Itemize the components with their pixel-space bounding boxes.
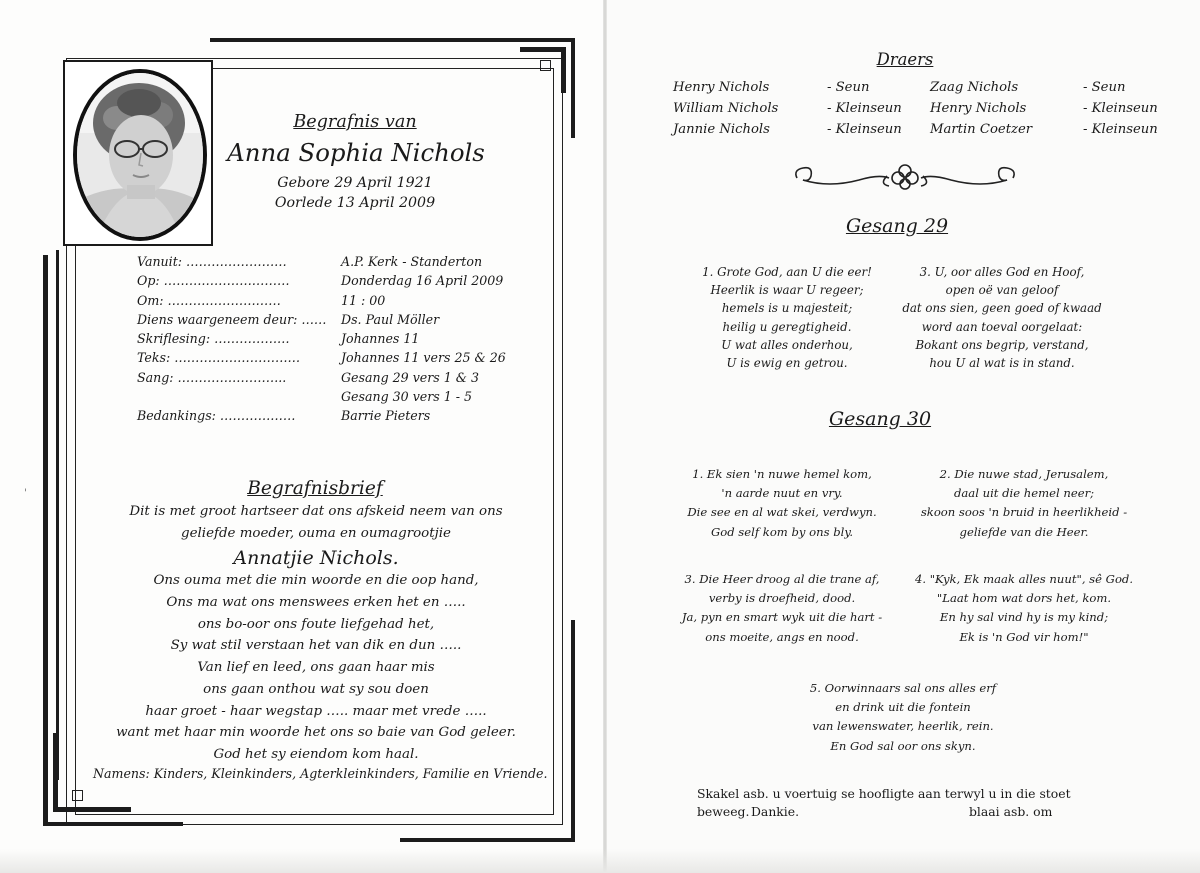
frame-ornament (43, 255, 48, 825)
frame-ornament (571, 38, 575, 138)
verse-line: En hy sal vind hy is my kind; (939, 610, 1109, 625)
detail-label: Diens waargeneem deur: …… (137, 311, 327, 327)
frame-ornament (520, 47, 566, 52)
verse-line: heilig u geregtigheid. (722, 319, 852, 334)
detail-label: Skriflesing: ……………… (137, 331, 290, 347)
letter-line: haar groet - haar wegstap ….. maar met vrede ….. (145, 703, 487, 719)
detail-row (137, 312, 517, 331)
detail-value: Johannes 11 (341, 331, 420, 347)
pallbearer-relation: - Seun (827, 80, 870, 95)
verse-line: open oë van geloof (945, 283, 1059, 298)
pallbearer-name: Martin Coetzer (930, 122, 1033, 137)
hymn-30-verse-2 (904, 465, 1144, 542)
frame-ornament (571, 620, 575, 840)
pallbearers-table (673, 77, 1158, 140)
detail-label: Op: ………………………… (137, 273, 290, 289)
verse-line: hemels is u majesteit; (721, 301, 853, 316)
hymn-30-verse-5 (788, 679, 1018, 756)
frame-ornament (540, 60, 551, 71)
right-page (607, 0, 1200, 873)
verse-line: U is ewig en getrou. (726, 356, 848, 371)
footer-dankie: Dankie. (751, 804, 800, 819)
verse-line: 'n aarde nuut en vry. (721, 486, 843, 501)
detail-label: Bedankings: ……………… (137, 408, 296, 424)
verse-line: dat ons sien, geen goed of kwaad (902, 301, 1102, 316)
frame-ornament (561, 47, 566, 93)
pallbearer-name: Jannie Nichols (673, 122, 770, 137)
verse-line: word aan toeval oorgelaat: (921, 319, 1083, 334)
letter-title: Begrafnisbrief (247, 478, 383, 499)
detail-row (137, 331, 517, 350)
verse-line: skoon soos 'n bruid in heerlikheid - (920, 505, 1128, 520)
detail-row (137, 408, 517, 427)
verse-line: Ek is 'n God vir hom!" (959, 629, 1089, 644)
detail-row (137, 350, 517, 369)
letter-line: want met haar min woorde het ons so baie van God geleer. (116, 725, 516, 741)
detail-label: Sang: …………………….. (137, 369, 287, 385)
detail-value: Ds. Paul Möller (341, 311, 440, 327)
portrait-photo (73, 69, 207, 241)
verse-line: 4. "Kyk, Ek maak alles nuut", sê God. (914, 572, 1134, 586)
verse-line: 5. Oorwinnaars sal ons alles erf (809, 681, 997, 695)
death-date: Oorlede 13 April 2009 (274, 195, 436, 211)
verse-line: daal uit die hemel neer; (953, 486, 1095, 501)
verse-line: ons moeite, angs en nood. (705, 629, 859, 644)
hymn-29-verse-3 (902, 263, 1102, 372)
pallbearers-title: Draers (876, 50, 934, 69)
detail-value: 11 : 00 (341, 292, 386, 308)
detail-value: Johannes 11 vers 25 & 26 (341, 350, 506, 366)
hymn-30-verse-3 (672, 570, 892, 647)
scroll-ornament-icon (789, 158, 1021, 194)
verse-line: Ja, pyn en smart wyk uit die hart - (681, 610, 883, 625)
letter-line: Dit is met groot hartseer dat ons afskeid neem van ons (129, 504, 503, 519)
pallbearer-name: Zaag Nichols (930, 80, 1019, 95)
pallbearer-name: William Nichols (673, 101, 779, 116)
hymn-30-title: Gesang 30 (828, 408, 932, 430)
service-details (137, 254, 517, 428)
detail-row (137, 370, 517, 389)
letter-line: ons gaan onthou wat sy sou doen (203, 681, 429, 697)
detail-value: Barrie Pieters (341, 408, 431, 424)
verse-line: 3. Die Heer droog al die trane af, (684, 572, 880, 586)
letter-line: Ons ouma met die min woorde en die oop hand, (153, 573, 479, 589)
letter-line: geliefde moeder, ouma en oumagrootjie (181, 525, 451, 541)
verse-line: God self kom by ons bly. (710, 524, 854, 539)
verse-line: van lewenswater, heerlik, rein. (812, 719, 994, 734)
verse-line: verby is droefheid, dood. (708, 591, 856, 606)
letter-name: Annatjie Nichols. (233, 547, 399, 570)
verse-line: 1. Ek sien 'n nuwe hemel kom, (692, 467, 872, 481)
hymn-29-title: Gesang 29 (845, 215, 949, 237)
frame-ornament (72, 790, 83, 801)
pallbearer-relation: - Kleinseun (1083, 101, 1158, 116)
frame-ornament (43, 822, 183, 826)
detail-value: Gesang 29 vers 1 & 3 (341, 369, 479, 385)
portrait-frame (63, 60, 213, 246)
verse-line: Heerlik is waar U regeer; (710, 283, 864, 298)
pallbearer-relation: - Seun (1083, 80, 1126, 95)
detail-label: Teks: ………………………… (137, 350, 301, 366)
stray-mark: ' (24, 488, 27, 499)
detail-label: Vanuit: …………………… (137, 254, 287, 269)
pallbearer-relation: - Kleinseun (1083, 122, 1158, 137)
footer-beweeg: beweeg. (697, 804, 750, 819)
hymn-30-verse-1 (672, 465, 892, 542)
verse-line: Bokant ons begrip, verstand, (915, 337, 1089, 352)
hymn-30-verse-4 (904, 570, 1144, 647)
verse-line: 1. Grote God, aan U die eer! (702, 265, 872, 279)
verse-line: "Laat hom wat dors het, kom. (936, 591, 1112, 606)
pallbearer-name: Henry Nichols (673, 80, 770, 95)
frame-ornament (210, 38, 575, 42)
footer-turn-over: blaai asb. om (969, 804, 1053, 819)
detail-value: Gesang 30 vers 1 - 5 (341, 389, 473, 405)
frame-ornament (400, 838, 575, 842)
frame-ornament (53, 733, 58, 811)
deceased-name: Anna Sophia Nichols (227, 138, 485, 167)
letter-line: God het sy eiendom kom haal. (213, 746, 419, 762)
verse-line: hou U al wat is in stand. (929, 356, 1075, 371)
letter-body (86, 501, 546, 766)
pallbearer-name: Henry Nichols (930, 101, 1027, 116)
pallbearer-row (673, 119, 1158, 140)
letter-line: Van lief en leed, ons gaan haar mis (197, 660, 435, 676)
letter-line: Sy wat stil verstaan het van dik en dun ….. (170, 638, 462, 654)
detail-row (137, 389, 517, 408)
detail-value: A.P. Kerk - Standerton (341, 254, 483, 269)
pallbearer-relation: - Kleinseun (827, 101, 902, 116)
frame-ornament (53, 807, 131, 812)
footer-note: Skakel asb. u voertuig se hoofligte aan terwyl u in die stoet (697, 786, 1071, 801)
verse-line: En God sal oor ons skyn. (830, 738, 976, 753)
pallbearer-row (673, 98, 1158, 119)
letter-line: ons bo-oor ons foute liefgehad het, (197, 616, 435, 632)
verse-line: U wat alles onderhou, (721, 337, 853, 352)
verse-line: en drink uit die fontein (835, 700, 971, 715)
funeral-title: Begrafnis van (293, 112, 417, 132)
detail-label: Om: ……………………… (137, 292, 281, 308)
detail-row (137, 254, 517, 273)
pallbearer-row (673, 77, 1158, 98)
verse-line: Die see en al wat skei, verdwyn. (687, 505, 877, 520)
detail-value: Donderdag 16 April 2009 (341, 273, 504, 289)
verse-line: 3. U, oor alles God en Hoof, (919, 265, 1085, 279)
scan-shadow (0, 849, 1200, 873)
portrait-image (77, 73, 203, 237)
letter-signature: Namens: Kinders, Kleinkinders, Agterkleinkinders, Familie en Vriende. (93, 766, 548, 781)
detail-row (137, 293, 517, 312)
frame-ornament (56, 250, 59, 780)
hymn-29-verse-1 (687, 263, 887, 372)
pallbearer-relation: - Kleinseun (827, 122, 902, 137)
verse-line: geliefde van die Heer. (959, 524, 1089, 539)
letter-line: Ons ma wat ons menswees erken het en ….. (166, 595, 466, 611)
verse-line: 2. Die nuwe stad, Jerusalem, (939, 467, 1109, 481)
detail-row (137, 273, 517, 292)
birth-date: Gebore 29 April 1921 (277, 175, 433, 191)
